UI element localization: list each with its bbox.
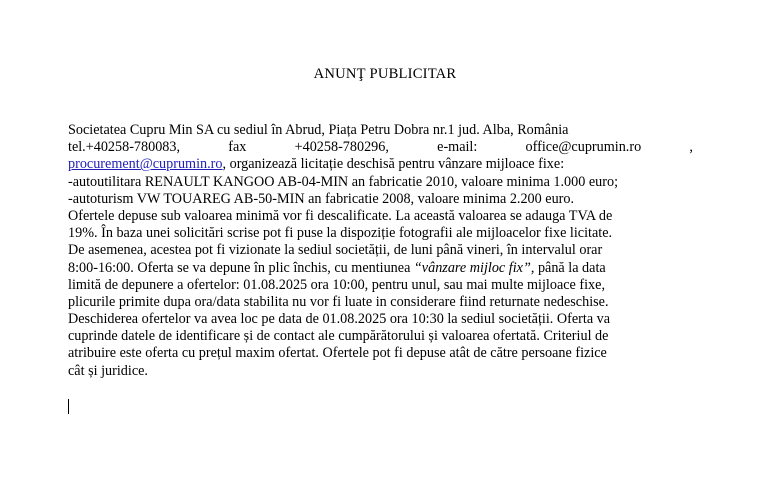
text-line-3 [68, 156, 693, 173]
line-13-text: cuprinde datele de identificare și de contact ale cumpărătorului și valoarea ofertată. Criteriul de [68, 328, 609, 345]
line-6-text: Ofertele depuse sub valoarea minimă vor fi descalificate. La această valoarea se adauga TVA de [68, 207, 613, 224]
line-7-text: 19%. În baza unei solicitări scrise pot fi puse la dispoziție fotografii ale mijloacelor fixe licitate. [68, 225, 613, 242]
line-14-text: atribuire este oferta cu prețul maxim ofertat. Ofertele pot fi depuse atât de către persoane fizice [68, 345, 607, 362]
text-line-1 [68, 122, 693, 139]
text-line-6 [68, 208, 693, 225]
fax-label: fax [228, 139, 247, 156]
line-12-text: Deschiderea ofertelor va avea loc pe data de 01.08.2025 ora 10:30 la sediul societății. Oferta va [68, 311, 611, 328]
phone-text: tel.+40258-780083, [68, 139, 181, 156]
text-line-10 [68, 277, 693, 294]
fax-text: +40258-780296, [294, 139, 389, 156]
comma-text: , [689, 139, 693, 156]
document-title: ANUNŢ PUBLICITAR [313, 66, 457, 82]
text-line-4 [68, 174, 693, 191]
line-9-text: 8:00-16:00. Oferta se va depune în plic închis, cu mentiunea [68, 259, 414, 276]
text-line-13 [68, 328, 693, 345]
line-15-text: cât și juridice. [68, 362, 148, 379]
text-line-8 [68, 242, 693, 259]
line-9-end: , până la data [530, 259, 606, 276]
text-line-15 [68, 363, 693, 380]
line-4-text: -autoutilitara RENAULT KANGOO AB-04-MIN an fabricatie 2010, valoare minima 1.000 euro; [68, 173, 619, 190]
contact-line [68, 139, 693, 156]
line-10-text: limită de depunere a ofertelor: 01.08.2025 ora 10:00, pentru unul, sau mai multe mijloace fixe, [68, 276, 605, 293]
email-text: office@cuprumin.ro [525, 139, 642, 156]
document-body [68, 122, 693, 380]
text-line-7 [68, 225, 693, 242]
text-line-9 [68, 260, 693, 277]
text-line-12 [68, 311, 693, 328]
text-cursor [68, 399, 69, 414]
line-1-text: Societatea Cupru Min SA cu sediul în Abrud, Piața Petru Dobra nr.1 jud. Alba, România [68, 122, 569, 138]
text-line-11 [68, 294, 693, 311]
line-11-text: plicurile primite dupa ora/data stabilita nu vor fi luate in considerare fiind returnate nedeschise. [68, 293, 609, 310]
text-line-5 [68, 191, 693, 208]
text-line-14 [68, 345, 693, 362]
line-3-text: , organizează licitație deschisă pentru vânzare mijloace fixe: [222, 156, 565, 173]
procurement-email-link[interactable]: procurement@cuprumin.ro [68, 156, 223, 173]
line-9-italic: “vânzare mijloc fix” [413, 259, 531, 276]
line-8-text: De asemenea, acestea pot fi vizionate la sediul societății, de luni până vineri, în intervalul orar [68, 242, 603, 259]
line-5-text: -autoturism VW TOUAREG AB-50-MIN an fabricatie 2008, valoare minima 2.200 euro. [68, 190, 575, 207]
email-label: e-mail: [437, 139, 478, 156]
